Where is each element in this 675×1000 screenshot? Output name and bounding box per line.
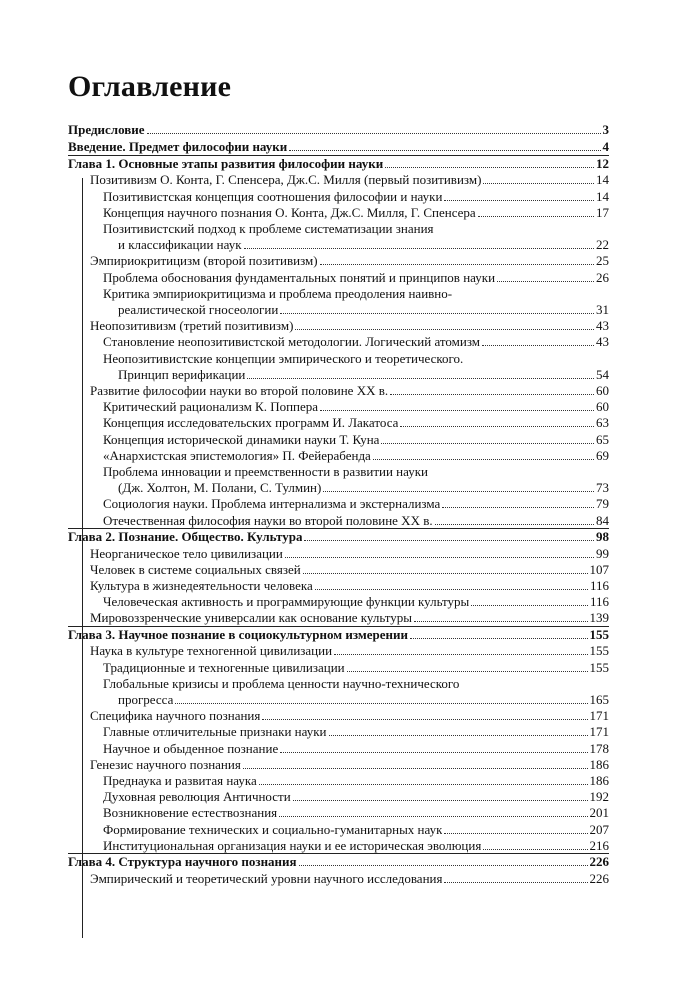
dot-leader: [471, 605, 588, 606]
toc-entry: [118, 237, 609, 252]
toc-page-number: 186: [589, 773, 609, 788]
toc-page-number: 216: [589, 837, 609, 853]
toc-entry-text: Специфика научного познания: [90, 708, 261, 724]
toc-page-number: 171: [589, 724, 609, 740]
dot-leader: [444, 200, 594, 201]
toc-entry-text: Предисловие: [68, 122, 145, 137]
toc-page-number: 22: [596, 237, 609, 253]
toc-entry: [90, 172, 609, 187]
toc-entry: [103, 789, 609, 804]
toc-page-number: 12: [596, 155, 609, 171]
dot-leader: [323, 491, 594, 492]
dot-leader: [303, 573, 588, 574]
toc-page-number: 155: [589, 626, 609, 642]
toc-entry: [103, 189, 609, 204]
toc-entry: [90, 708, 609, 723]
toc-entry: [118, 480, 609, 495]
toc-page-number: 226: [589, 870, 609, 886]
toc-entry-text: Эмпирический и теоретический уровни научного исследования: [90, 870, 443, 886]
toc-page-number: 60: [596, 399, 609, 415]
toc-entry: [103, 432, 609, 447]
dot-leader: [444, 882, 587, 883]
toc-entry-text: Культура в жизнедеятельности человека: [90, 578, 313, 593]
toc-entry-text: Генезис научного познания: [90, 756, 241, 772]
dot-leader: [482, 345, 594, 346]
dot-leader: [320, 410, 594, 411]
toc-entry-text: Отечественная философия науки во второй половине XX в.: [103, 512, 433, 528]
toc-entry: [103, 838, 609, 853]
toc-entry: [90, 578, 609, 593]
dot-leader: [293, 800, 588, 801]
toc-entry-text: Концепция исторической динамики науки Т. Куна: [103, 431, 380, 447]
dot-leader: [299, 865, 588, 866]
dot-leader: [175, 703, 587, 704]
toc-entry-text: Позитивизм О. Конта, Г. Спенсера, Дж.С. Милля (первый позитивизм): [90, 172, 482, 188]
toc-page-number: 116: [589, 594, 609, 610]
toc-entry: [90, 757, 609, 772]
toc-entry-text: Неорганическое тело цивилизации: [90, 545, 283, 561]
toc-entry-text: Институциональная организация науки и ее историческая эволюция: [103, 837, 482, 853]
dot-leader: [244, 248, 594, 249]
page-title: Оглавление: [68, 70, 232, 103]
dot-leader: [280, 313, 594, 314]
toc-page-number: 201: [589, 805, 609, 821]
dot-leader: [390, 394, 594, 395]
toc-page-number: 3: [602, 122, 609, 137]
toc-entry-text: Критический рационализм К. Поппера: [103, 399, 319, 415]
toc-entry-text: Социология науки. Проблема интернализма и экстернализма: [103, 496, 441, 512]
dot-leader: [478, 216, 594, 217]
toc-page-number: 14: [596, 172, 609, 188]
toc-entry: [90, 546, 609, 561]
toc-entry: [90, 318, 609, 333]
toc-entry: [103, 205, 609, 220]
dot-leader: [285, 557, 594, 558]
toc-page-number: 171: [589, 708, 609, 724]
toc-entry: [68, 139, 609, 154]
toc-page-number: 107: [589, 561, 609, 577]
dot-leader: [497, 281, 594, 282]
toc-entry-text: Формирование технических и социально-гуманитарных наук: [103, 821, 443, 837]
dot-leader: [329, 735, 588, 736]
dot-leader: [295, 329, 594, 330]
toc-entry: [118, 692, 609, 707]
toc-entry-text: Главные отличительные признаки науки: [103, 724, 327, 740]
dot-leader: [483, 849, 587, 850]
toc-entry: [90, 643, 609, 658]
toc-entry-continuation: (Дж. Холтон, М. Полани, С. Тулмин): [118, 480, 322, 496]
dot-leader: [259, 784, 588, 785]
toc-entry: [103, 724, 609, 739]
toc-page-number: 165: [589, 692, 609, 707]
toc-entry-text: Становление неопозитивистской методологии. Логический атомизм: [103, 334, 481, 350]
toc-entry-text: Проблема обоснования фундаментальных понятий и принципов науки: [103, 269, 496, 285]
toc-page-number: 155: [589, 643, 609, 659]
dot-leader: [444, 833, 587, 834]
dot-leader: [247, 378, 594, 379]
toc-entry: [68, 122, 609, 137]
toc-entry: [118, 302, 609, 317]
toc-entry: [103, 399, 609, 414]
toc-page-number: 60: [596, 383, 609, 398]
dot-leader: [400, 426, 594, 427]
toc-entry: [103, 741, 609, 756]
toc-entry-text: Глобальные кризисы и проблема ценности научно-технического: [103, 675, 460, 691]
toc-entry-text: Критика эмпириокритицизма и проблема преодоления наивно-: [103, 285, 453, 301]
toc-entry-text: Развитие философии науки во второй половине XX в.: [90, 383, 389, 398]
toc-entry-text: Возникновение естествознания: [103, 805, 278, 821]
toc-page-number: 4: [602, 138, 609, 154]
dot-leader: [289, 150, 600, 151]
toc-entry: [90, 562, 609, 577]
dot-leader: [435, 524, 594, 525]
toc-page-number: 25: [596, 253, 609, 269]
toc-entry: [90, 871, 609, 886]
toc-page-number: 98: [596, 528, 609, 544]
toc-entry-text: Преднаука и развитая наука: [103, 773, 257, 788]
dot-leader: [410, 638, 588, 639]
dot-leader: [334, 654, 587, 655]
toc-page-number: 207: [589, 821, 609, 837]
toc-entry-continuation: реалистической гносеологии: [118, 302, 279, 317]
toc-page-number: 14: [596, 188, 609, 204]
toc-page-number: 186: [589, 756, 609, 772]
toc-entry: [103, 415, 609, 430]
toc-entry-text: Мировоззренческие универсалии как основание культуры: [90, 610, 413, 626]
toc-page-number: 178: [589, 740, 609, 756]
dot-leader: [347, 671, 588, 672]
toc-entry: [103, 773, 609, 788]
toc-entry: [68, 529, 609, 544]
toc-entry-text: «Анархистская эпистемология» П. Фейерабенда: [103, 447, 371, 463]
toc-page-number: 26: [596, 269, 609, 285]
toc-entry-text: Позитивистский подход к проблеме систематизации знания: [103, 221, 434, 236]
toc-page-number: 99: [596, 545, 609, 561]
toc-entry: [103, 513, 609, 528]
toc-entry-text: Глава 1. Основные этапы развития философии науки: [68, 155, 384, 171]
toc-entry-text: Наука в культуре техногенной цивилизации: [90, 643, 333, 659]
toc-entry-text: Традиционные и техногенные цивилизации: [103, 659, 345, 675]
toc-entry-text: Научное и обыденное познание: [103, 740, 279, 756]
dot-leader: [147, 133, 601, 134]
dot-leader: [385, 167, 594, 168]
toc-page-number: 116: [589, 578, 609, 593]
toc-page-number: 155: [589, 659, 609, 675]
dot-leader: [442, 507, 594, 508]
toc-entry-text: Позитивистская концепция соотношения философии и науки: [103, 188, 443, 204]
toc-entry-text: Концепция научного познания О. Конта, Дж.С. Милля, Г. Спенсера: [103, 204, 476, 220]
toc-entry-text: Концепция исследовательских программ И. Лакатоса: [103, 415, 399, 431]
dot-leader: [483, 183, 594, 184]
toc-page-number: 65: [596, 431, 609, 447]
dot-leader: [304, 540, 594, 541]
toc-entry-text: Введение. Предмет философии науки: [68, 138, 288, 154]
toc-page-number: 43: [596, 318, 609, 334]
toc-entry-text: Неопозитивистские концепции эмпирического и теоретического.: [103, 350, 464, 366]
dot-leader: [243, 768, 588, 769]
toc-entry-text: Неопозитивизм (третий позитивизм): [90, 318, 294, 334]
toc-page-number: 69: [596, 447, 609, 463]
toc-page-number: 43: [596, 334, 609, 350]
dot-leader: [381, 443, 594, 444]
dot-leader: [414, 621, 587, 622]
dot-leader: [279, 816, 587, 817]
toc-entry: [103, 805, 609, 820]
dot-leader: [373, 459, 594, 460]
toc-page-number: 84: [596, 512, 609, 528]
toc-entry: [68, 627, 609, 642]
dot-leader: [280, 752, 587, 753]
toc-page-number: 139: [589, 610, 609, 626]
toc-entry-continuation: Принцип верификации: [118, 366, 246, 382]
toc-entry: [103, 594, 609, 609]
toc-entry-text: Человеческая активность и программирующие функции культуры: [103, 594, 470, 610]
toc-entry-text: Глава 4. Структура научного познания: [68, 854, 297, 869]
toc-entry-text: Эмпириокритицизм (второй позитивизм): [90, 253, 318, 269]
toc-page-number: 31: [596, 302, 609, 317]
toc-page-number: 63: [596, 415, 609, 431]
toc-entry-text: Глава 3. Научное познание в социокультурном измерении: [68, 626, 408, 642]
toc-entry: [103, 822, 609, 837]
toc-page-number: 192: [589, 789, 609, 805]
toc-entry-continuation: и классификации наук: [118, 237, 242, 253]
toc-entry: [68, 854, 609, 869]
toc-page-number: 79: [596, 496, 609, 512]
toc-entry-text: Духовная революция Античности: [103, 789, 291, 805]
dot-leader: [320, 264, 594, 265]
toc-entry: [90, 610, 609, 625]
toc-page-number: 226: [589, 854, 609, 869]
toc-entry: [90, 253, 609, 268]
toc-page-number: 54: [596, 366, 609, 382]
toc-entry: [103, 334, 609, 349]
toc-entry: [103, 496, 609, 511]
indent-rule: [82, 178, 83, 938]
toc-entry-text: Глава 2. Познание. Общество. Культура: [68, 528, 303, 544]
toc-entry: [68, 156, 609, 171]
toc-entry: [118, 367, 609, 382]
toc-entry-text: Человек в системе социальных связей: [90, 561, 301, 577]
toc-entry: [103, 660, 609, 675]
toc-entry-continuation: прогресса: [118, 692, 174, 707]
toc-entry: [103, 448, 609, 463]
toc-entry: [90, 383, 609, 398]
dot-leader: [315, 589, 588, 590]
toc-entry: [103, 270, 609, 285]
dot-leader: [262, 719, 587, 720]
toc-entry-text: Проблема инновации и преемственности в развитии науки: [103, 464, 429, 479]
toc-page-number: 17: [596, 204, 609, 220]
toc-page-number: 73: [596, 480, 609, 496]
